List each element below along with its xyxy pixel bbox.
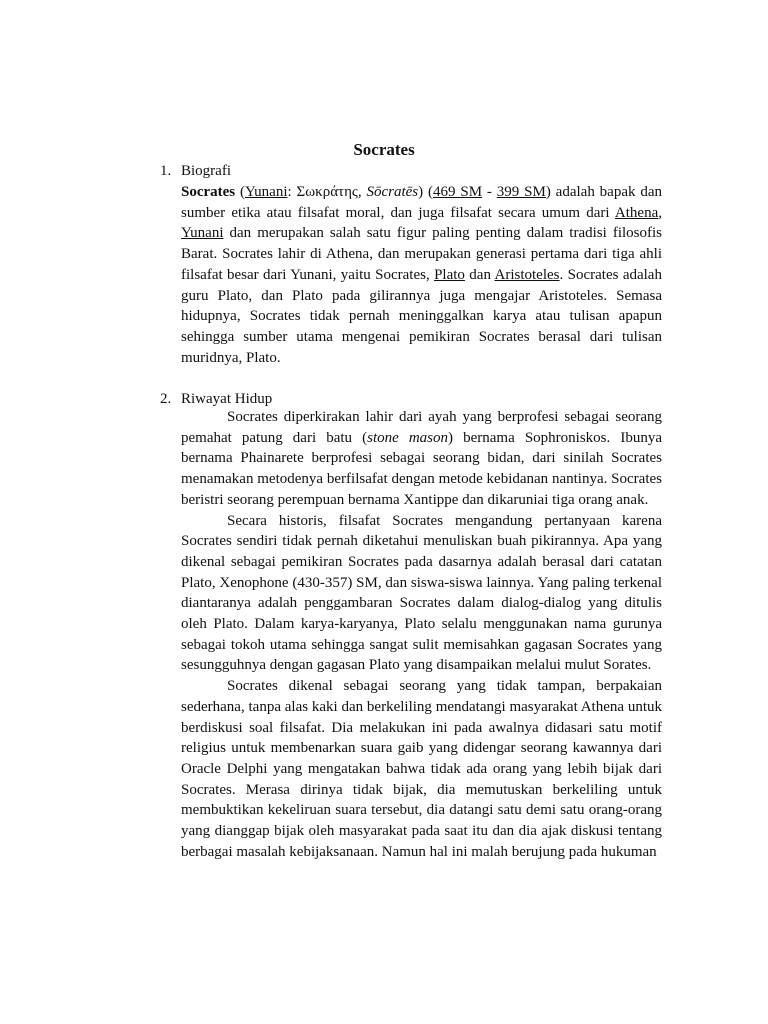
biografi-paragraph xyxy=(181,182,662,368)
link-yunani[interactable]: Yunani xyxy=(181,225,224,242)
section-2-body xyxy=(181,407,662,862)
text-fragment: . Socrates adalah guru Plato, dan Plato pada gilirannya juga mengajar Aristoteles. Semasa hidupnya, Socrates tidak pernah meninggalkan karya atau tulisan apapun sehingga sumber utama mengenai pemikiran Socrates berasal dari tulisan muridnya, Plato. xyxy=(181,266,662,366)
text-fragment: ) adalah bapak dan sumber etika atau filsafat moral, dan juga filsafat secara umum dari xyxy=(181,184,663,221)
link-aristoteles[interactable]: Aristoteles xyxy=(494,266,560,283)
text-fragment: Socrates diperkirakan lahir dari ayah yang berprofesi sebagai seorang pemahat patung dari batu ( xyxy=(181,409,662,446)
text-fragment: ( xyxy=(235,184,246,200)
link-death-year[interactable]: 399 SM xyxy=(496,184,546,200)
link-athena[interactable]: Athena xyxy=(614,204,659,221)
transliteration: Sōcratēs xyxy=(366,184,419,200)
link-yunani-language[interactable]: Yunani xyxy=(245,184,288,200)
section-1-heading: Biografi xyxy=(181,163,231,179)
riwayat-paragraph-1 xyxy=(181,407,662,511)
section-2-number: 2. xyxy=(160,391,172,407)
subject-name: Socrates xyxy=(181,184,236,200)
text-fragment: ) ( xyxy=(418,184,434,200)
link-birth-year[interactable]: 469 SM xyxy=(433,184,483,200)
riwayat-paragraph-3: Socrates dikenal sebagai seorang yang tidak tampan, berpakaian sederhana, tanpa alas kaki dan berkeliling mendatangi masyarakat Athena untuk berdiskusi soal filsafat. Dia melakukan ini pada awalnya didasari satu motif religius untuk membenarkan suara gaib yang didengar seorang kawannya dari Oracle Delphi yang mengatakan bahwa tidak ada orang yang lebih bijak dari Socrates. Merasa dirinya tidak bijak, dia memutuskan berkeliling untuk membuktikan kekeliruan suara tersebut, dia datangi satu demi satu orang-orang yang dianggap bijak oleh masyarakat pada saat itu dan dia ajak diskusi tentang berbagai masalah kebijaksanaan. Namun hal ini malah berujung pada hukuman xyxy=(181,678,662,860)
text-fragment: : xyxy=(287,184,297,200)
section-1-body xyxy=(181,182,662,368)
text-fragment: - xyxy=(482,184,497,200)
document-title: Socrates xyxy=(353,140,415,159)
section-2-heading: Riwayat Hidup xyxy=(181,391,273,407)
text-fragment: , xyxy=(357,184,367,200)
text-fragment: ) bernama Sophroniskos. Ibunya bernama Phainarete berprofesi sebagai seorang bidan, dari sinilah Socrates menamakan metodenya berfilsafat dengan metode kebidanan nantinya. Socrates beristri seorang perempuan bernama Xantippe dan dikaruniai tiga orang anak. xyxy=(181,429,662,508)
text-fragment: dan merupakan salah satu figur paling penting dalam tradisi filosofis Barat. Socrates lahir di Athena, dan merupakan generasi pertama dari tiga ahli filsafat besar dari Yunani, yaitu Socrates, xyxy=(181,225,662,283)
text-fragment: dan xyxy=(464,266,495,283)
greek-name: Σωκράτης xyxy=(296,184,358,200)
riwayat-paragraph-2: Secara historis, filsafat Socrates mengandung pertanyaan karena Socrates sendiri tidak pernah diketahui menuliskan buah pikirannya. Apa yang dikenal sebagai pemikiran Socrates pada dasarnya adalah berasal dari catatan Plato, Xenophone (430-357) SM, dan siswa-siswa lainnya. Yang paling terkenal diantaranya adalah penggambaran Socrates dalam dialog-dialog yang ditulis oleh Plato. Dalam karya-karyanya, Plato selalu menggunakan nama gurunya sebagai tokoh utama sehingga sangat sulit memisahkan gagasan Socrates yang sesungguhnya dengan gagasan Plato yang disampaikan melalui mulut Sorates. xyxy=(181,512,662,674)
italic-term: stone mason xyxy=(367,429,449,446)
section-1-number: 1. xyxy=(160,163,172,179)
link-plato[interactable]: Plato xyxy=(434,266,465,283)
text-fragment: , xyxy=(658,204,662,221)
